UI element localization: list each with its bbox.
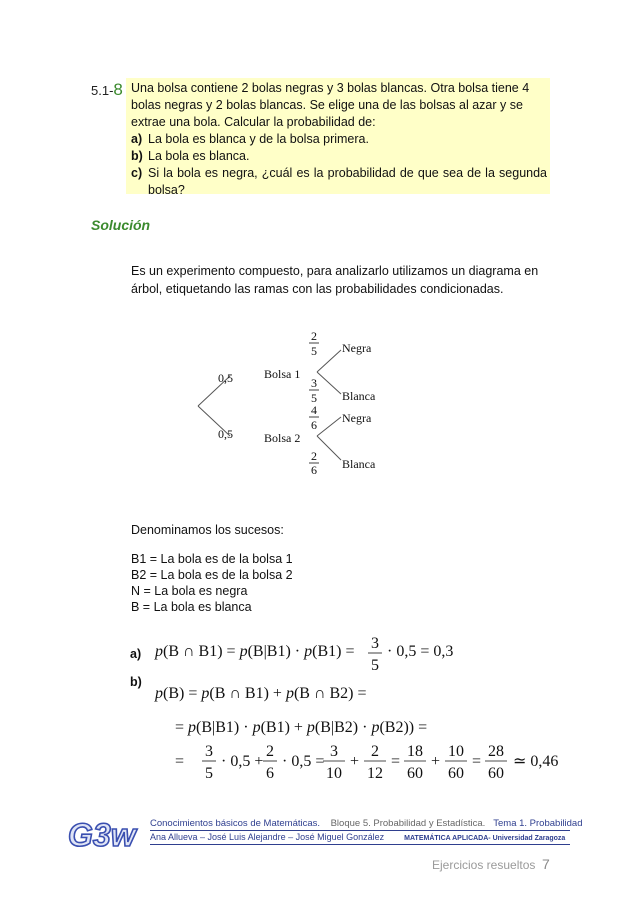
solution-heading: Solución — [91, 217, 151, 233]
svg-text:2: 2 — [266, 743, 274, 760]
event-definition: B2 = La bola es de la bolsa 2 — [131, 568, 293, 582]
formula-b-line1: p(B) = p(B ∩ B1) + p(B ∩ B2) = — [155, 685, 367, 702]
problem-item-a: a) La bola es blanca y de la bolsa primera. — [131, 132, 369, 146]
branch-b1-negra — [317, 350, 341, 372]
page-number: 7 — [542, 856, 550, 872]
formula-b-line3: = — [175, 753, 185, 770]
b1-negra-num: 2 — [311, 329, 317, 343]
svg-text:28: 28 — [488, 743, 504, 760]
fraction: 5 — [371, 657, 379, 674]
answer-b-label: b) — [130, 675, 142, 689]
branch-b2-negra — [317, 417, 341, 436]
footer-authors-line: Ana Allueva – José Luis Alejandre – José Miguel González MATEMÁTICA APLICADA- Universidad Zaragoza — [150, 832, 566, 842]
b2-blanca-label: Blanca — [342, 457, 376, 471]
probability-tree — [190, 326, 390, 476]
b2-negra-num: 4 — [311, 403, 317, 417]
branch-b1-blanca — [317, 372, 341, 394]
svg-text:+: + — [350, 753, 360, 770]
formulas — [125, 628, 565, 788]
svg-text:G3w: G3w — [68, 817, 136, 853]
b1-blanca-den: 5 — [311, 391, 317, 405]
problem-item-c: c) Si la bola es negra, ¿cuál es la probabilidad de que sea de la segunda bolsa? — [131, 166, 547, 197]
bag2-label: Bolsa 2 — [264, 431, 301, 445]
b2-blanca-num: 2 — [311, 449, 317, 463]
b2-negra-den: 6 — [311, 418, 317, 432]
b1-blanca-label: Blanca — [342, 389, 376, 403]
problem-item-b: b) La bola es blanca. — [131, 149, 250, 163]
svg-text:60: 60 — [448, 765, 464, 782]
b1-blanca-num: 3 — [311, 376, 317, 390]
footer-course-line: Conocimientos básicos de Matemáticas. Bloque 5. Probabilidad y Estadística. Tema 1. Probabilidad — [150, 818, 583, 829]
svg-text:60: 60 — [488, 765, 504, 782]
svg-text:· 0,5 =: · 0,5 = — [282, 753, 325, 770]
page-footer: Ejercicios resueltos 7 — [432, 856, 550, 872]
events-list — [131, 551, 293, 615]
bag1-prob: 0,5 — [218, 371, 233, 385]
svg-text:=: = — [472, 753, 482, 770]
svg-text:2: 2 — [371, 743, 379, 760]
fraction: 3 — [371, 635, 379, 652]
b2-negra-label: Negra — [342, 411, 372, 425]
problem-number-big: 8 — [113, 80, 123, 99]
svg-text:6: 6 — [266, 765, 274, 782]
problem-text — [131, 80, 547, 199]
event-definition: B = La bola es blanca — [131, 600, 252, 614]
svg-text:· 0,5 +: · 0,5 + — [221, 753, 264, 770]
problem-line: bolas negras y 2 bolas blancas. Se elige una de las bolsas al azar y se — [131, 98, 523, 112]
formula-b-line2: = p(B|B1) · p(B1) + p(B|B2) · p(B2)) = — [175, 719, 428, 736]
b1-negra-den: 5 — [311, 344, 317, 358]
footer-rule — [150, 844, 570, 845]
bag1-label: Bolsa 1 — [264, 367, 301, 381]
problem-line: extrae una bola. Calcular la probabilidad de: — [131, 115, 376, 129]
svg-text:5: 5 — [205, 765, 213, 782]
svg-text:≃ 0,46: ≃ 0,46 — [513, 753, 559, 770]
svg-text:10: 10 — [326, 765, 342, 782]
formula-a: p(B ∩ B1) = p(B|B1) · p(B1) = — [155, 643, 355, 660]
branch-b2-blanca — [317, 436, 341, 460]
svg-text:3: 3 — [330, 743, 338, 760]
g3w-logo — [66, 814, 150, 854]
solution-intro: Es un experimento compuesto, para analizarlo utilizamos un diagrama en árbol, etiquetando las ramas con las probabilidades condicionadas. — [131, 264, 539, 296]
event-definition: N = La bola es negra — [131, 584, 248, 598]
events-intro: Denominamos los sucesos: — [131, 523, 284, 537]
footer-rule — [150, 830, 570, 831]
b1-negra-label: Negra — [342, 341, 372, 355]
svg-text:10: 10 — [448, 743, 464, 760]
problem-number: 5.1-8 — [91, 80, 123, 99]
b2-blanca-den: 6 — [311, 463, 317, 476]
answer-a-label: a) — [130, 647, 142, 661]
svg-text:3: 3 — [205, 743, 213, 760]
problem-line: Una bolsa contiene 2 bolas negras y 3 bolas blancas. Otra bolsa tiene 4 — [131, 81, 530, 95]
svg-text:18: 18 — [407, 743, 423, 760]
svg-text:60: 60 — [407, 765, 423, 782]
svg-text:+: + — [431, 753, 441, 770]
svg-text:=: = — [391, 753, 401, 770]
svg-text:12: 12 — [367, 765, 383, 782]
event-definition: B1 = La bola es de la bolsa 1 — [131, 552, 293, 566]
bag2-prob: 0,5 — [218, 427, 233, 441]
formula-a-result: · 0,5 = 0,3 — [387, 643, 454, 660]
